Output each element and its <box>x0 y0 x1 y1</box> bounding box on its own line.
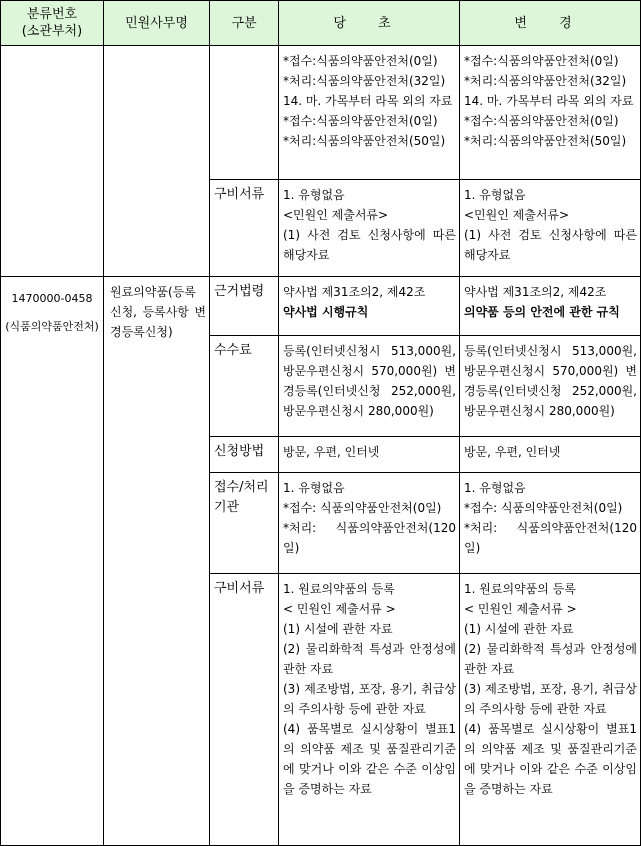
text-line: (1) 사전 검토 신청사항에 따른 해당자료 <box>283 228 456 262</box>
text-line: 1. 유형없음 <box>464 188 526 202</box>
text-line: <민원인 제출서류> <box>464 208 570 222</box>
prev-section-before <box>279 46 460 180</box>
text-line: *접수: 식품의약품안전처(0일) <box>464 501 623 515</box>
text-line: *처리:식품의약품안전처(50일) <box>464 134 627 148</box>
text-line: (4) 품목별로 실시상황이 별표1의 의약품 제조 및 품질관리기준에 맞거나 이와 같은 수준 이상임을 증명하는 자료 <box>283 722 456 796</box>
text-line: *처리: 식품의약품안전처(120일) <box>283 521 456 555</box>
header-before: 당 초 <box>279 1 460 46</box>
classification-cell <box>1 277 104 846</box>
header-classification-label: 분류번호 <box>26 7 78 22</box>
text-line: 1. 원료의약품의 등록 <box>283 582 395 596</box>
bold-text-line: 의약품 등의 안전에 관한 규칙 <box>464 305 620 319</box>
prev-code-cell <box>1 46 104 277</box>
basis-after <box>460 277 641 336</box>
method-before: 방문, 우편, 인터넷 <box>279 437 460 473</box>
docs-label: 구비서류 <box>210 574 279 846</box>
text-line: (3) 제조방법, 포장, 용기, 취급상의 주의사항 등에 관한 자료 <box>464 682 637 716</box>
text-line: *접수: 식품의약품안전처(0일) <box>283 501 442 515</box>
text-line: (1) 시설에 관한 자료 <box>283 622 393 636</box>
prev-docs-before <box>279 180 460 277</box>
agency-after <box>460 473 641 574</box>
header-row <box>1 1 641 46</box>
text-line: (2) 물리화학적 특성과 안정성에 관한 자료 <box>464 642 637 676</box>
bold-text-line: 약사법 시행규칙 <box>283 305 369 319</box>
method-after: 방문, 우편, 인터넷 <box>460 437 641 473</box>
text-line: *처리: 식품의약품안전처(120일) <box>464 521 637 555</box>
text-line: 1. 유형없음 <box>283 481 345 495</box>
fee-label: 수수료 <box>210 336 279 437</box>
docs-before <box>279 574 460 846</box>
agency-label: 접수/처리 기관 <box>210 473 279 574</box>
text-line: (3) 제조방법, 포장, 용기, 취급상의 주의사항 등에 관한 자료 <box>283 682 456 716</box>
fee-after: 등록(인터넷신청시 513,000원, 방문우편신청시 570,000원) 변경등록(인터넷신청 252,000원, 방문우편신청시 280,000원) <box>460 336 641 437</box>
text-line: 약사법 제31조의2, 제42조 <box>464 285 607 299</box>
text-line: 14. 마. 가목부터 라목 외의 자료 <box>283 94 453 108</box>
text-line: *처리:식품의약품안전처(50일) <box>283 134 446 148</box>
header-category: 구분 <box>210 1 279 46</box>
text-line: 1. 유형없음 <box>464 481 526 495</box>
text-line: 약사법 제31조의2, 제42조 <box>283 285 426 299</box>
table-row <box>1 46 641 180</box>
text-line: (1) 사전 검토 신청사항에 따른 해당자료 <box>464 228 637 262</box>
prev-docs-label: 구비서류 <box>210 180 279 277</box>
service-name-cell: 원료의약품(등록신청, 등록사항 변경등록신청) <box>104 277 210 846</box>
classification-code: 1470000-0458 <box>11 292 93 305</box>
text-line: <민원인 제출서류> <box>283 208 389 222</box>
prev-docs-after <box>460 180 641 277</box>
text-line: < 민원인 제출서류 > <box>464 602 577 616</box>
docs-after <box>460 574 641 846</box>
text-line: *접수:식품의약품안전처(0일) <box>283 54 438 68</box>
prev-section-after <box>460 46 641 180</box>
header-service-name: 민원사무명 <box>104 1 210 46</box>
prev-name-cell <box>104 46 210 277</box>
text-line: (2) 물리화학적 특성과 안정성에 관한 자료 <box>283 642 456 676</box>
text-line: *접수:식품의약품안전처(0일) <box>283 114 438 128</box>
method-label: 신청방법 <box>210 437 279 473</box>
ministry-name: (식품의약품안전처) <box>5 320 99 333</box>
header-ministry-label: (소관부처) <box>21 24 83 39</box>
text-line: *처리:식품의약품안전처(32일) <box>283 74 446 88</box>
header-classification <box>1 1 104 46</box>
header-after: 변 경 <box>460 1 641 46</box>
table-row <box>1 277 641 336</box>
text-line: *접수:식품의약품안전처(0일) <box>464 114 619 128</box>
basis-before <box>279 277 460 336</box>
text-line: *접수:식품의약품안전처(0일) <box>464 54 619 68</box>
prev-category-cell <box>210 46 279 180</box>
text-line: *처리:식품의약품안전처(32일) <box>464 74 627 88</box>
text-line: 1. 유형없음 <box>283 188 345 202</box>
text-line: 1. 원료의약품의 등록 <box>464 582 576 596</box>
text-line: (1) 시설에 관한 자료 <box>464 622 574 636</box>
text-line: (4) 품목별로 실시상황이 별표1의 의약품 제조 및 품질관리기준에 맞거나 이와 같은 수준 이상임을 증명하는 자료 <box>464 722 637 796</box>
basis-label: 근거법령 <box>210 277 279 336</box>
text-line: < 민원인 제출서류 > <box>283 602 396 616</box>
text-line: 14. 마. 가목부터 라목 외의 자료 <box>464 94 634 108</box>
fee-before: 등록(인터넷신청시 513,000원, 방문우편신청시 570,000원) 변경등록(인터넷신청 252,000원, 방문우편신청시 280,000원) <box>279 336 460 437</box>
agency-before <box>279 473 460 574</box>
